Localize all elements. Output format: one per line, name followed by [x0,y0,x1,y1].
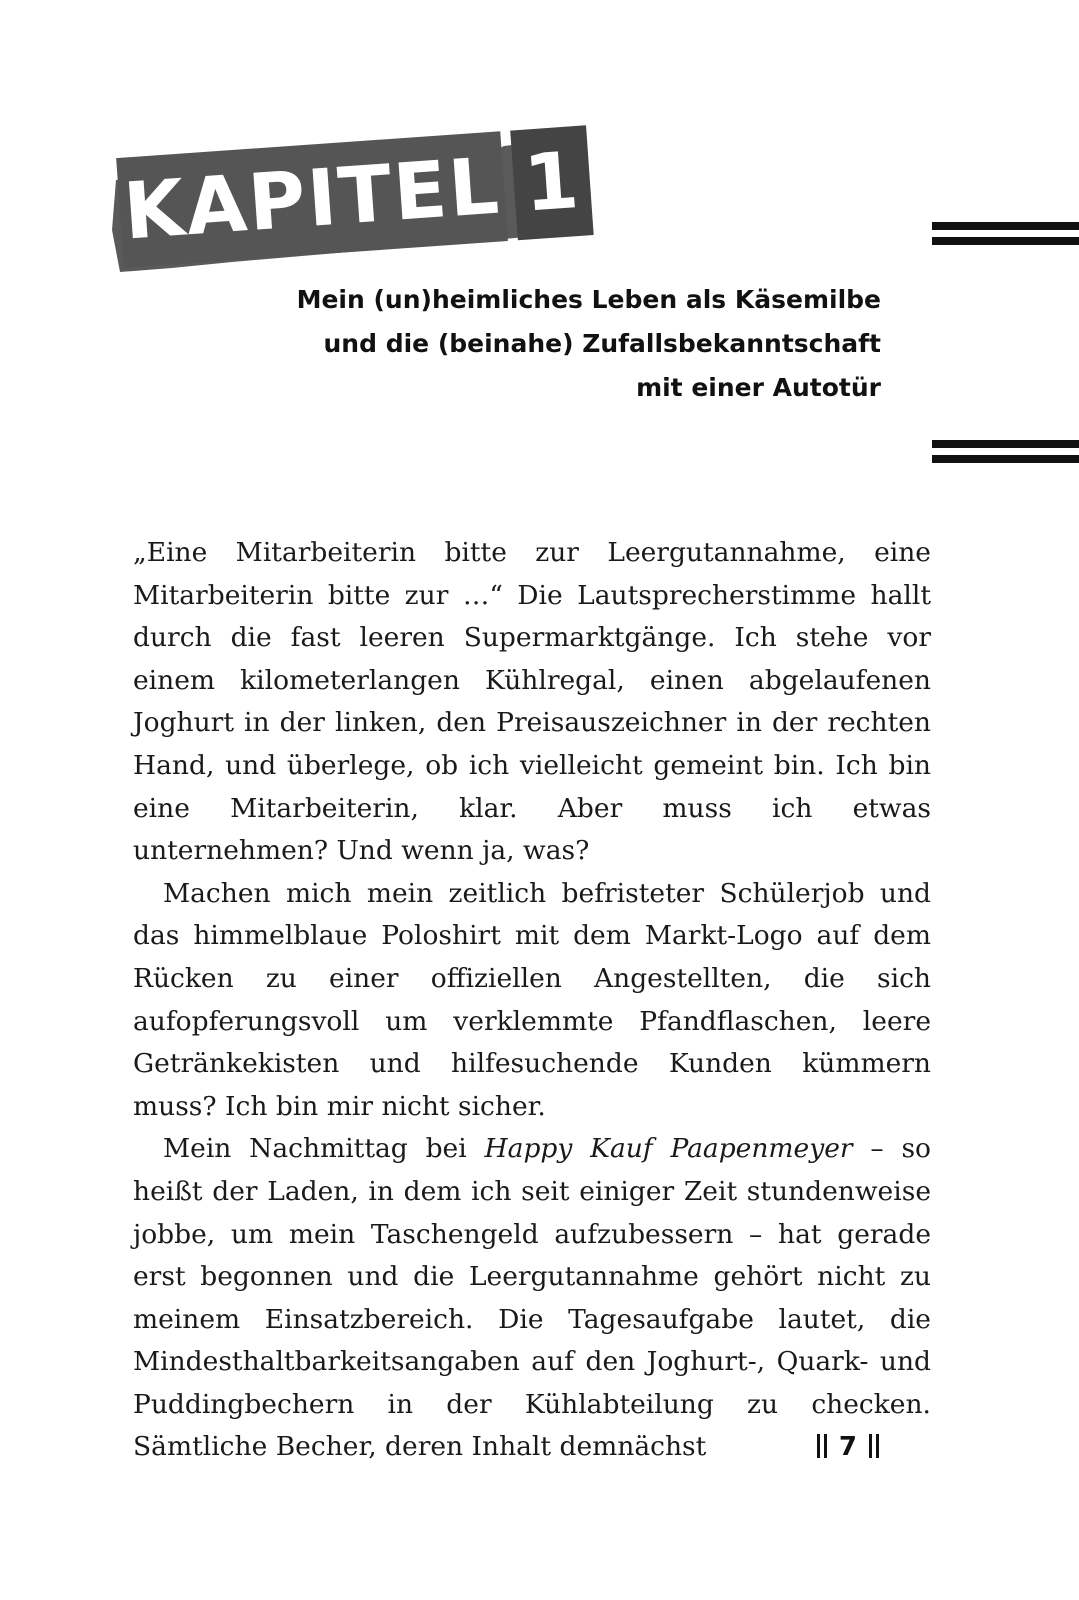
folio-bar [817,1434,820,1458]
subtitle-line-1: Mein (un)heimliches Leben als Käsemilbe [296,285,881,314]
paragraph-2: Machen mich mein zeitlich befristeter Schülerjob und das himmelblaue Poloshirt mit dem Markt-Logo auf dem Rücken zu einer offiziellen Angestellten, die sich aufopferungsvoll um verklemmte Pfandflaschen, leere Getränkekisten und hilfesuchende Kunden kümmern muss? Ich bin mir nicht sicher. [133,877,931,1122]
subtitle-line-3: mit einer Autotür [636,373,881,402]
page-number [815,1432,881,1462]
folio-bar [824,1434,827,1458]
body-text [133,532,931,1469]
paragraph-3 [133,1128,931,1469]
rule-bar [932,440,1079,448]
decorative-rule-bottom [932,440,1079,470]
chapter-heading-stamp [112,135,584,275]
folio-bar [869,1434,872,1458]
paragraph-3-rest: – so heißt der Laden, in dem ich seit einiger Zeit stundenweise jobbe, um mein Taschengeld aufzubessern – hat gerade erst begonnen und die Leergutannahme gehört nicht zu meinem Einsatzbereich. Die Tagesaufgabe lautet, die Mindesthaltbarkeitsangaben auf den Joghurt-, Quark- und Puddingbechern in der Kühlabteilung zu checken. Sämtliche Becher, deren Inhalt demnächst [133,1133,932,1463]
paragraph-3-start: Mein Nachmittag bei [163,1133,485,1165]
page-number-value: 7 [838,1432,857,1462]
rule-bar [932,237,1079,245]
paragraph-1: „Eine Mitarbeiterin bitte zur Leergutannahme, eine Mitarbeiterin bitte zur …“ Die Lautsprecherstimme hallt durch die fast leeren Supermarktgänge. Ich stehe vor einem kilometerlangen Kühlregal, einen abgelaufenen Joghurt in der linken, den Preisauszeichner in der rechten Hand, und überlege, ob ich vielleicht gemeint bin. Ich bin eine Mitarbeiterin, klar. Aber muss ich etwas unternehmen? Und wenn ja, was? [133,537,931,867]
rule-bar [932,455,1079,463]
chapter-subtitle [241,278,881,410]
chapter-label: KAPITEL [116,131,508,268]
rule-bar [932,222,1079,230]
subtitle-line-2: und die (beinahe) Zufallsbekanntschaft [323,329,881,358]
chapter-number: 1 [510,125,594,240]
decorative-rule-top [932,222,1079,252]
folio-bar [876,1434,879,1458]
store-name: Happy Kauf Paapenmeyer [484,1133,853,1165]
